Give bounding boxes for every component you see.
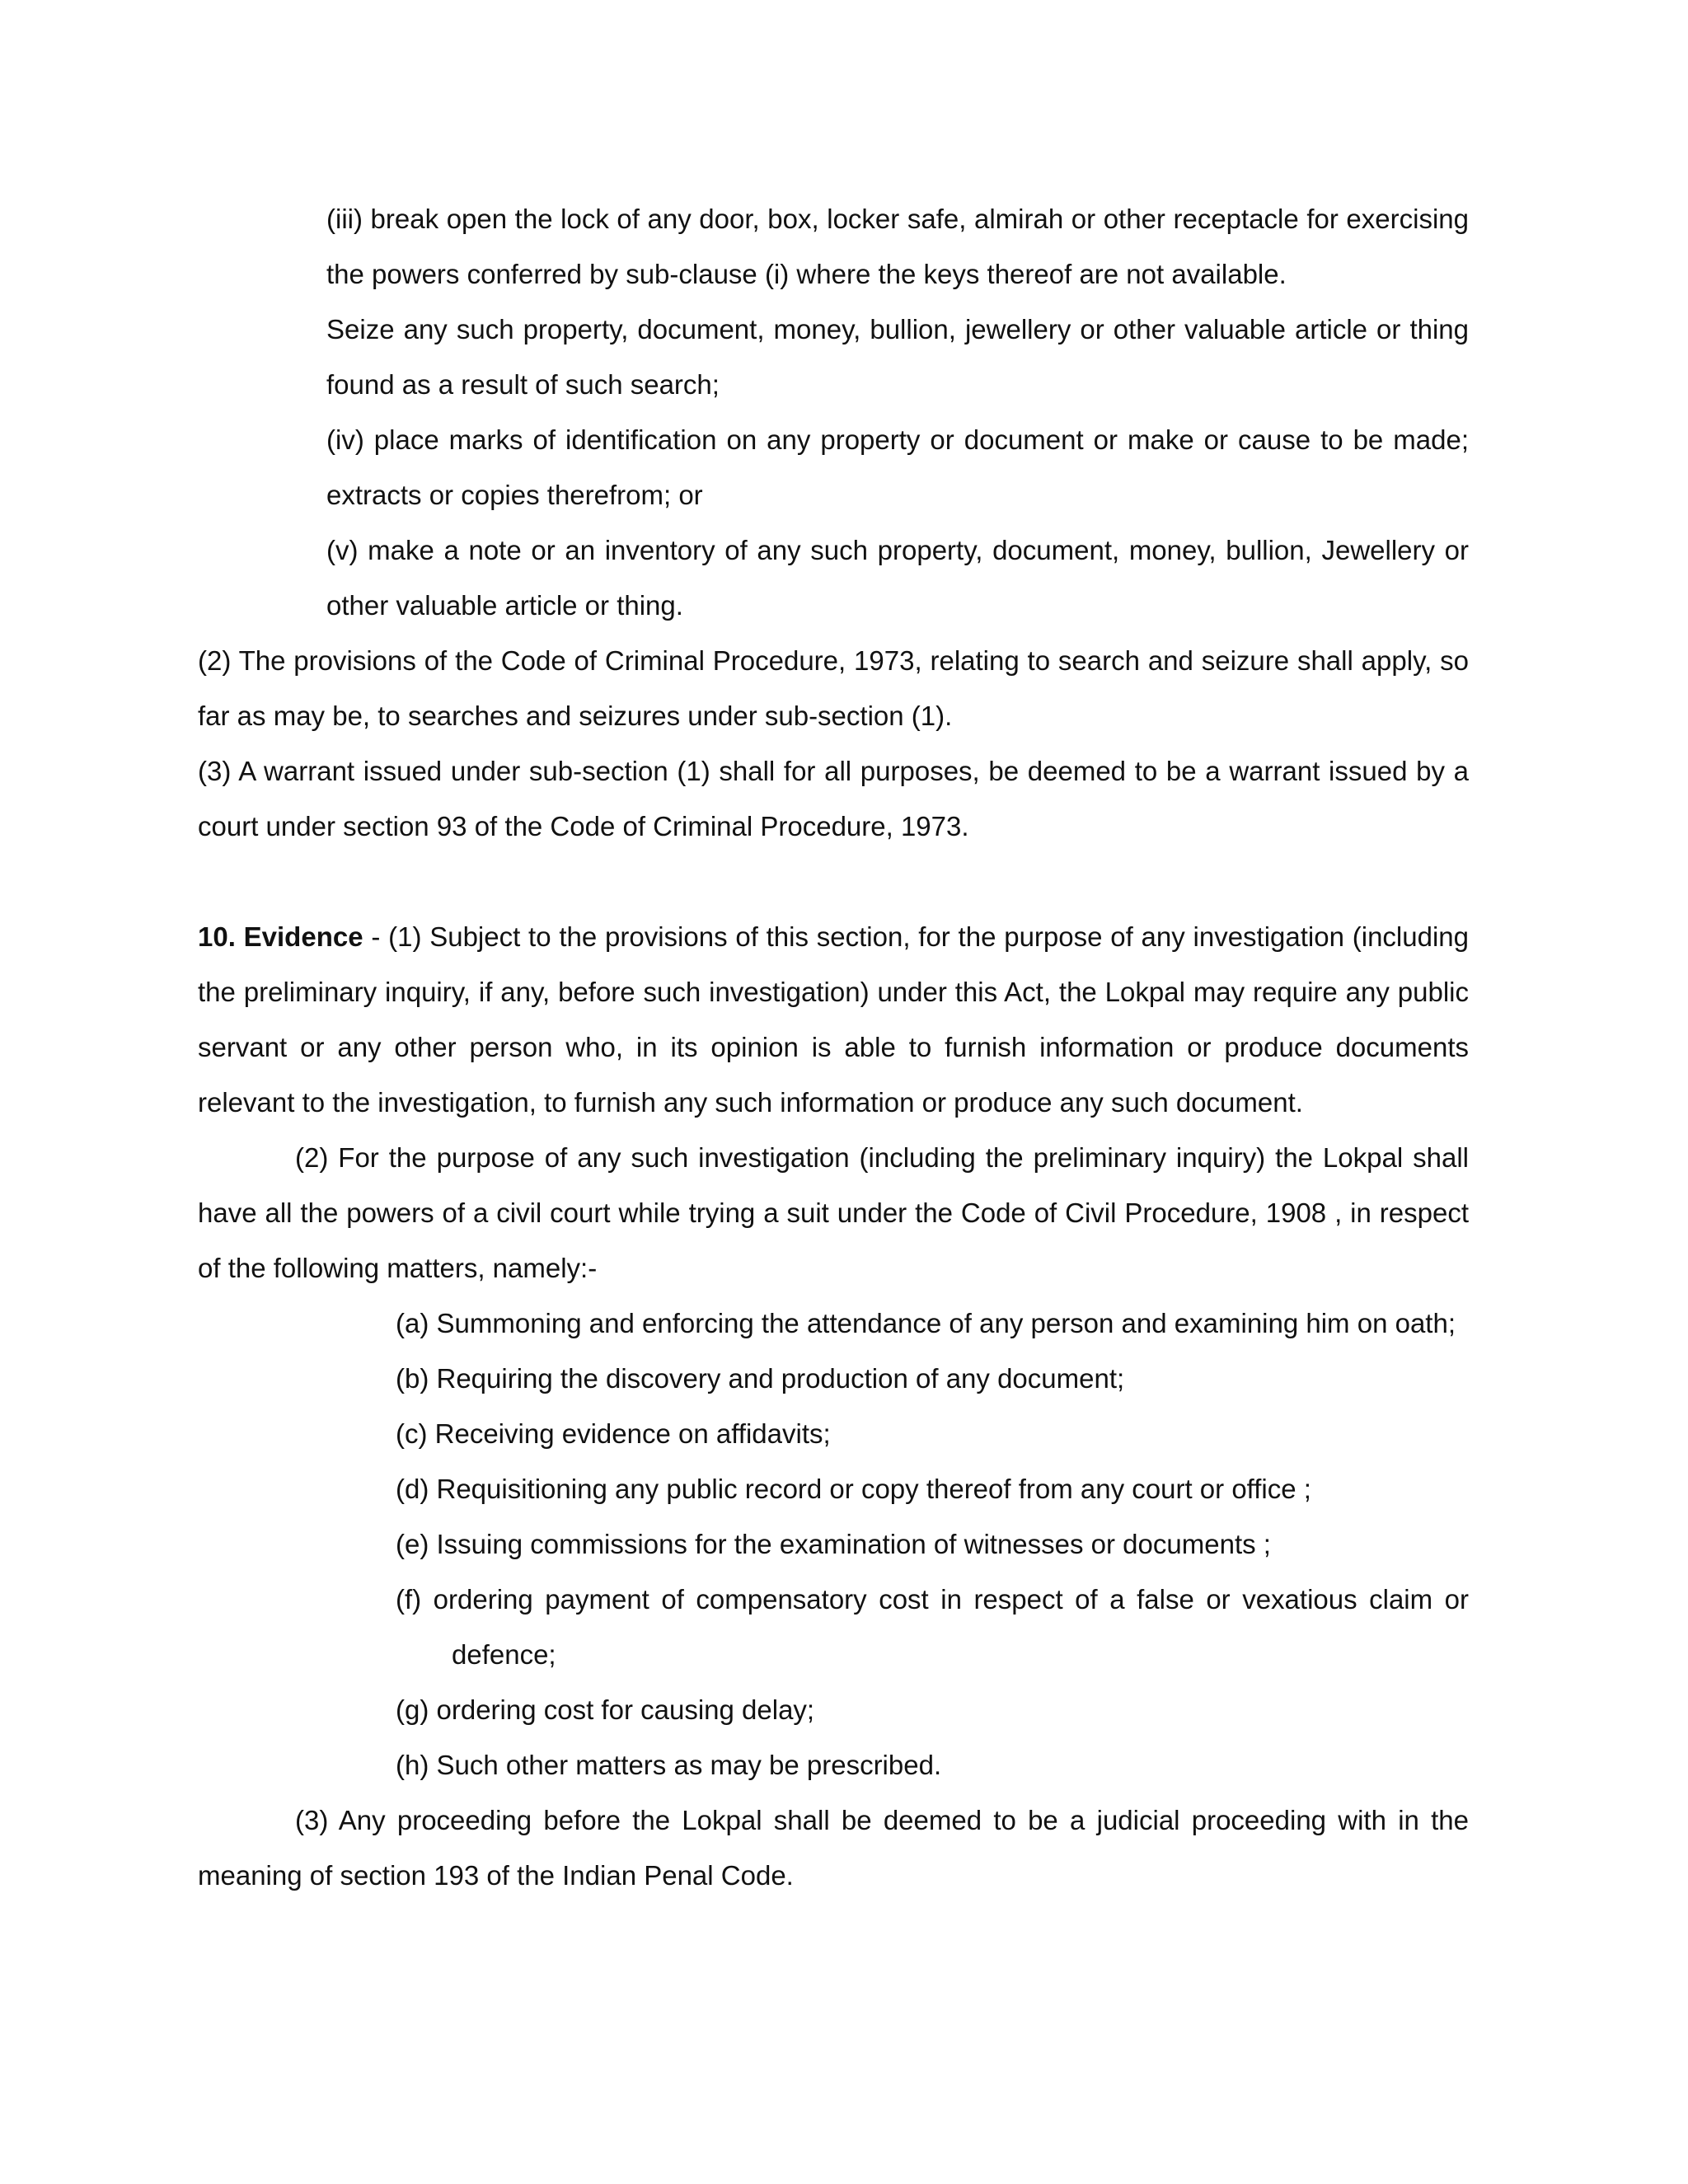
subclause-v: (v) make a note or an inventory of any such property, document, money, bullion, Jewellery or other valuable article or thing.	[326, 535, 1469, 621]
section10-subsection-2: (2) For the purpose of any such investigation (including the preliminary inquiry) the Lokpal shall have all the powers of a civil court while trying a suit under the Code of Civil Procedure, 1908 , in respect of the following matters, namely:-	[198, 1142, 1469, 1283]
matter-d: (d) Requisitioning any public record or copy thereof from any court or office ;	[396, 1474, 1311, 1504]
matter-c: (c) Receiving evidence on affidavits;	[396, 1418, 831, 1449]
section10-subsection-1-text: - (1) Subject to the provisions of this section, for the purpose of any investigation (including the preliminary inquiry, if any, before such investigation) under this Act, the Lokpal may require any public servant or any other person who, in its opinion is able to furnish information or produce documents relevant to the investigation, to furnish any such information or produce any such document.	[198, 921, 1469, 1118]
matter-h: (h) Such other matters as may be prescribed.	[396, 1750, 942, 1780]
section10-heading: 10. Evidence	[198, 921, 363, 952]
matter-e: (e) Issuing commissions for the examination of witnesses or documents ;	[396, 1529, 1271, 1559]
matter-b: (b) Requiring the discovery and production of any document;	[396, 1363, 1125, 1394]
matter-g: (g) ordering cost for causing delay;	[396, 1694, 815, 1725]
matter-a: (a) Summoning and enforcing the attendance of any person and examining him on oath;	[396, 1308, 1456, 1338]
subclause-iv: (iv) place marks of identification on any property or document or make or cause to be made; extracts or copies therefrom; or	[326, 424, 1469, 510]
subclause-seize: Seize any such property, document, money, bullion, jewellery or other valuable article or thing found as a result of such search;	[326, 314, 1469, 400]
section9-subsection-2: (2) The provisions of the Code of Criminal Procedure, 1973, relating to search and seizure shall apply, so far as may be, to searches and seizures under sub-section (1).	[198, 645, 1469, 731]
section10-subsection-3: (3) Any proceeding before the Lokpal shall be deemed to be a judicial proceeding with in the meaning of section 193 of the Indian Penal Code.	[198, 1805, 1469, 1891]
subclause-iii: (iii) break open the lock of any door, box, locker safe, almirah or other receptacle for exercising the powers conferred by sub-clause (i) where the keys thereof are not available.	[326, 204, 1469, 289]
paragraph-gap	[198, 854, 1469, 909]
section9-subsection-3: (3) A warrant issued under sub-section (1) shall for all purposes, be deemed to be a warrant issued by a court under section 93 of the Code of Criminal Procedure, 1973.	[198, 756, 1469, 841]
section10-subsection-1	[198, 909, 1469, 1130]
matter-f: (f) ordering payment of compensatory cost in respect of a false or vexatious claim or defence;	[396, 1584, 1469, 1670]
document-body	[198, 191, 1469, 1903]
